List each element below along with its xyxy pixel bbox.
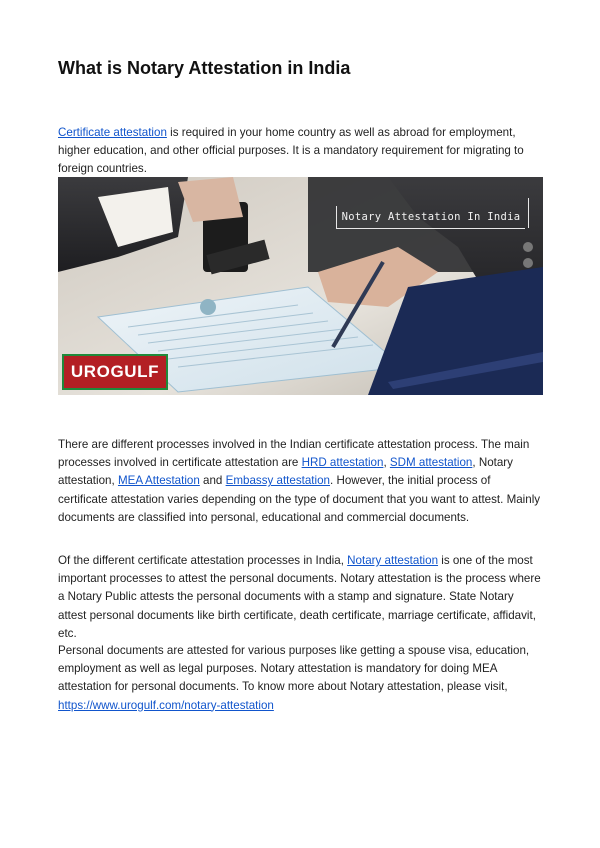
notary-attestation-link[interactable]: Notary attestation bbox=[347, 554, 439, 567]
text-span: is one of the most important processes to attest the personal documents. Notary attestation is the process where a Notary Public attests the personal documents with a stamp and signature. State Notary attest personal documents like birth certificate, death certificate, marriage certificate, affidavit, etc. bbox=[58, 554, 541, 640]
logo-text: UROGULF bbox=[70, 362, 160, 381]
certificate-attestation-link[interactable]: Certificate attestation bbox=[58, 126, 167, 139]
embassy-attestation-link[interactable]: Embassy attestation bbox=[225, 474, 331, 488]
text-span: Of the different certificate attestation processes in India, bbox=[58, 554, 348, 567]
text-span: , Notary attestation, bbox=[58, 456, 513, 488]
notary-paragraph bbox=[58, 552, 542, 643]
text-span: , bbox=[383, 456, 390, 470]
processes-paragraph bbox=[58, 436, 542, 527]
hrd-attestation-link[interactable]: HRD attestation bbox=[301, 456, 384, 470]
text-span: There are different processes involved in the Indian certificate attestation process. The main processes involved in certificate attestation are bbox=[58, 438, 530, 470]
mea-attestation-link[interactable]: MEA Attestation bbox=[117, 474, 200, 488]
page-title: What is Notary Attestation in India bbox=[58, 58, 351, 78]
urogulf-url-link[interactable]: https://www.urogulf.com/notary-attestation bbox=[58, 698, 274, 712]
sdm-attestation-link[interactable]: SDM attestation bbox=[389, 456, 473, 470]
urogulf-logo bbox=[62, 354, 168, 390]
purposes-paragraph bbox=[58, 642, 542, 715]
intro-paragraph bbox=[58, 124, 542, 179]
text-span: Personal documents are attested for various purposes like getting a spouse visa, education, employment as well as legal purposes. Notary attestation is mandatory for doing MEA attestation for personal documents. To know more about Notary attestation, please visit, bbox=[58, 644, 530, 694]
intro-text: is required in your home country as well as abroad for employment, higher education, and other official purposes. It is a mandatory requirement for migrating to foreign countries. bbox=[58, 126, 524, 176]
text-span: and bbox=[199, 474, 226, 488]
text-span: . However, the initial process of certificate attestation varies depending on the type of document that you want to attest. Mainly documents are classified into personal, educational and commercial documents. bbox=[58, 474, 541, 524]
image-caption: Notary Attestation In India bbox=[336, 206, 525, 229]
